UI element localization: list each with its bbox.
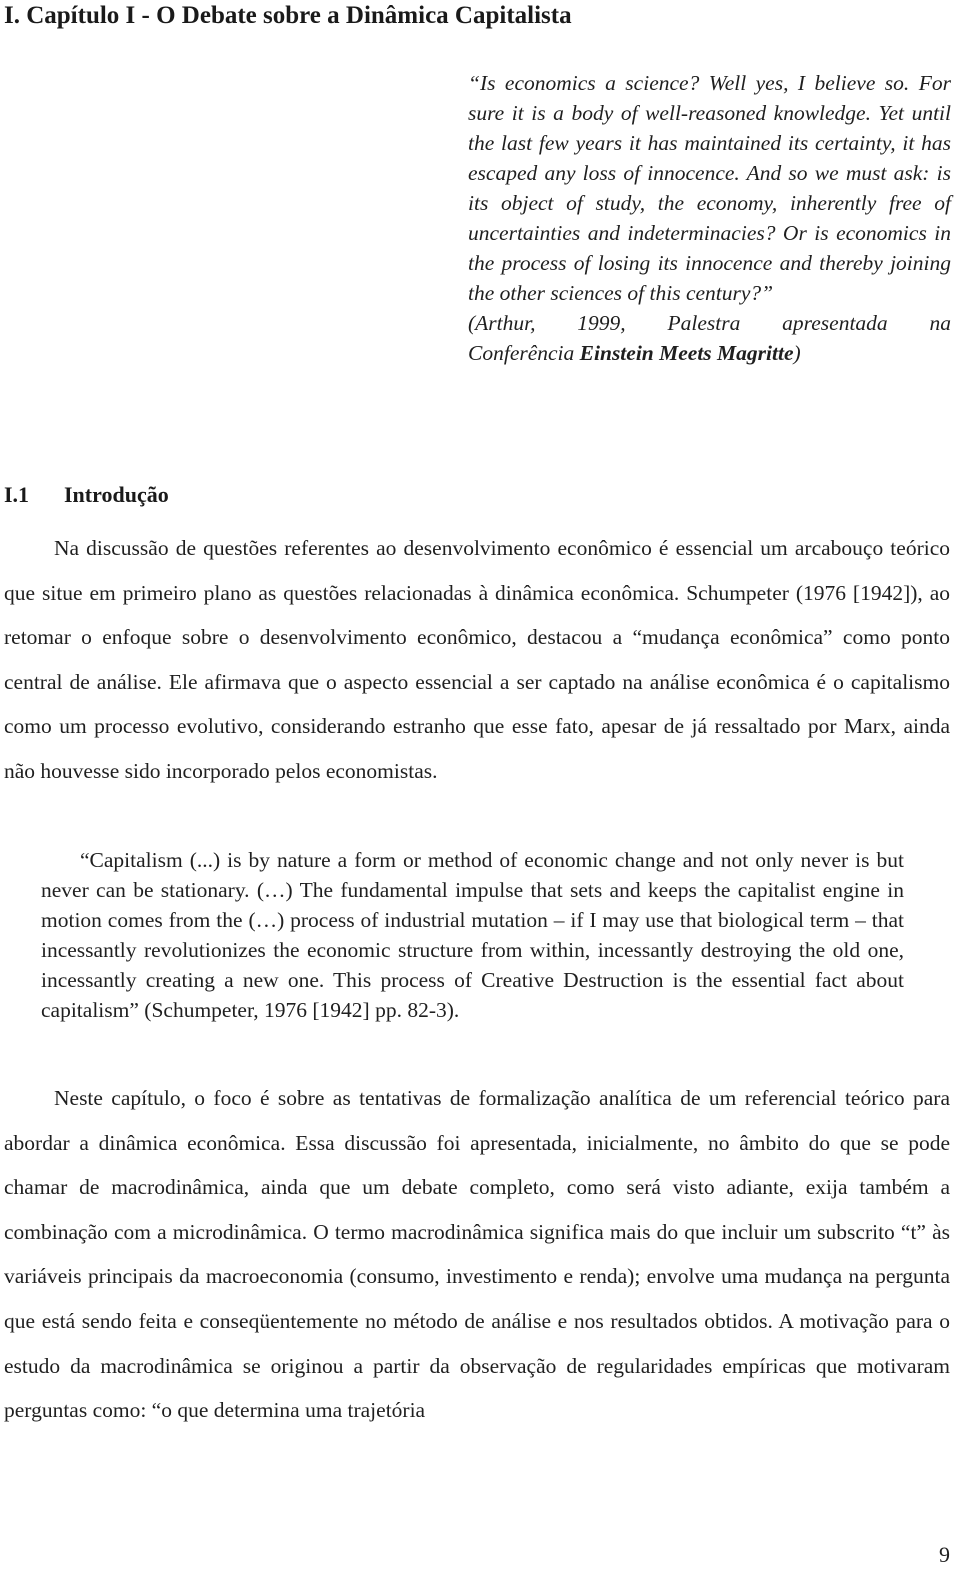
section-title: Introdução [64,482,169,507]
section-heading [4,480,169,510]
epigraph-attribution-venue: Einstein Meets Magritte [579,341,794,365]
page-number: 9 [939,1542,950,1567]
epigraph-attribution-suffix: ) [793,341,801,365]
section-number: I.1 [4,482,30,507]
body-paragraph-2: Neste capítulo, o foco é sobre as tentativas de formalização analítica de um referencial teórico para abordar a dinâmica econômica. Essa discussão foi apresentada, inicialmente, no âmbito do que se pode chamar de macrodinâmica, ainda que um debate completo, como será visto adiante, exija também a combinação com a microdinâmica. O termo macrodinâmica significa mais do que incluir um subscrito “t” às variáveis principais da macroeconomia (consumo, investimento e renda); envolve uma mudança na pergunta que está sendo feita e conseqüentemente no método de análise e nos resultados obtidos. A motivação para o estudo da macrodinâmica se originou a partir da observação de regularidades empíricas que motivaram perguntas como: “o que determina uma trajetória [4,1086,950,1423]
epigraph-attribution [468,308,951,368]
epigraph-attribution-venue-prefix: Conferência [468,341,580,365]
block-quote: “Capitalism (...) is by nature a form or method of economic change and not only never is but never can be stationary. (…) The fundamental impulse that sets and keeps the capitalist engine in motion comes from the (…) process of industrial mutation – if I may use that biological term – that incessantly revolutionizes the economic structure from within, incessantly destroying the old one, incessantly creating a new one. This process of Creative Destruction is the essential fact about capitalism” (Schumpeter, 1976 [1942] pp. 82-3). [41,848,904,1022]
epigraph-attribution-line1: (Arthur, 1999, Palestra apresentada na [468,311,951,335]
chapter-title: I. Capítulo I - O Debate sobre a Dinâmica Capitalista [4,2,572,29]
epigraph-quote: “Is economics a science? Well yes, I believe so. For sure it is a body of well-reasoned knowledge. Yet until the last few years it has maintained its certainty, it has escaped any loss of innocence. And so we must ask: is its object of study, the economy, inherently free of uncertainties and indeterminacies? Or is economics in the process of losing its innocence and thereby joining the other sciences of this century?” [468,71,951,305]
body-paragraph-1: Na discussão de questões referentes ao desenvolvimento econômico é essencial um arcabouço teórico que situe em primeiro plano as questões relacionadas à dinâmica econômica. Schumpeter (1976 [1942]), ao retomar o enfoque sobre o desenvolvimento econômico, destacou a “mudança econômica” como ponto central de análise. Ele afirmava que o aspecto essencial a ser captado na análise econômica é o capitalismo como um processo evolutivo, considerando estranho que esse fato, apesar de já ressaltado por Marx, ainda não houvesse sido incorporado pelos economistas. [4,536,950,783]
epigraph [468,68,951,368]
